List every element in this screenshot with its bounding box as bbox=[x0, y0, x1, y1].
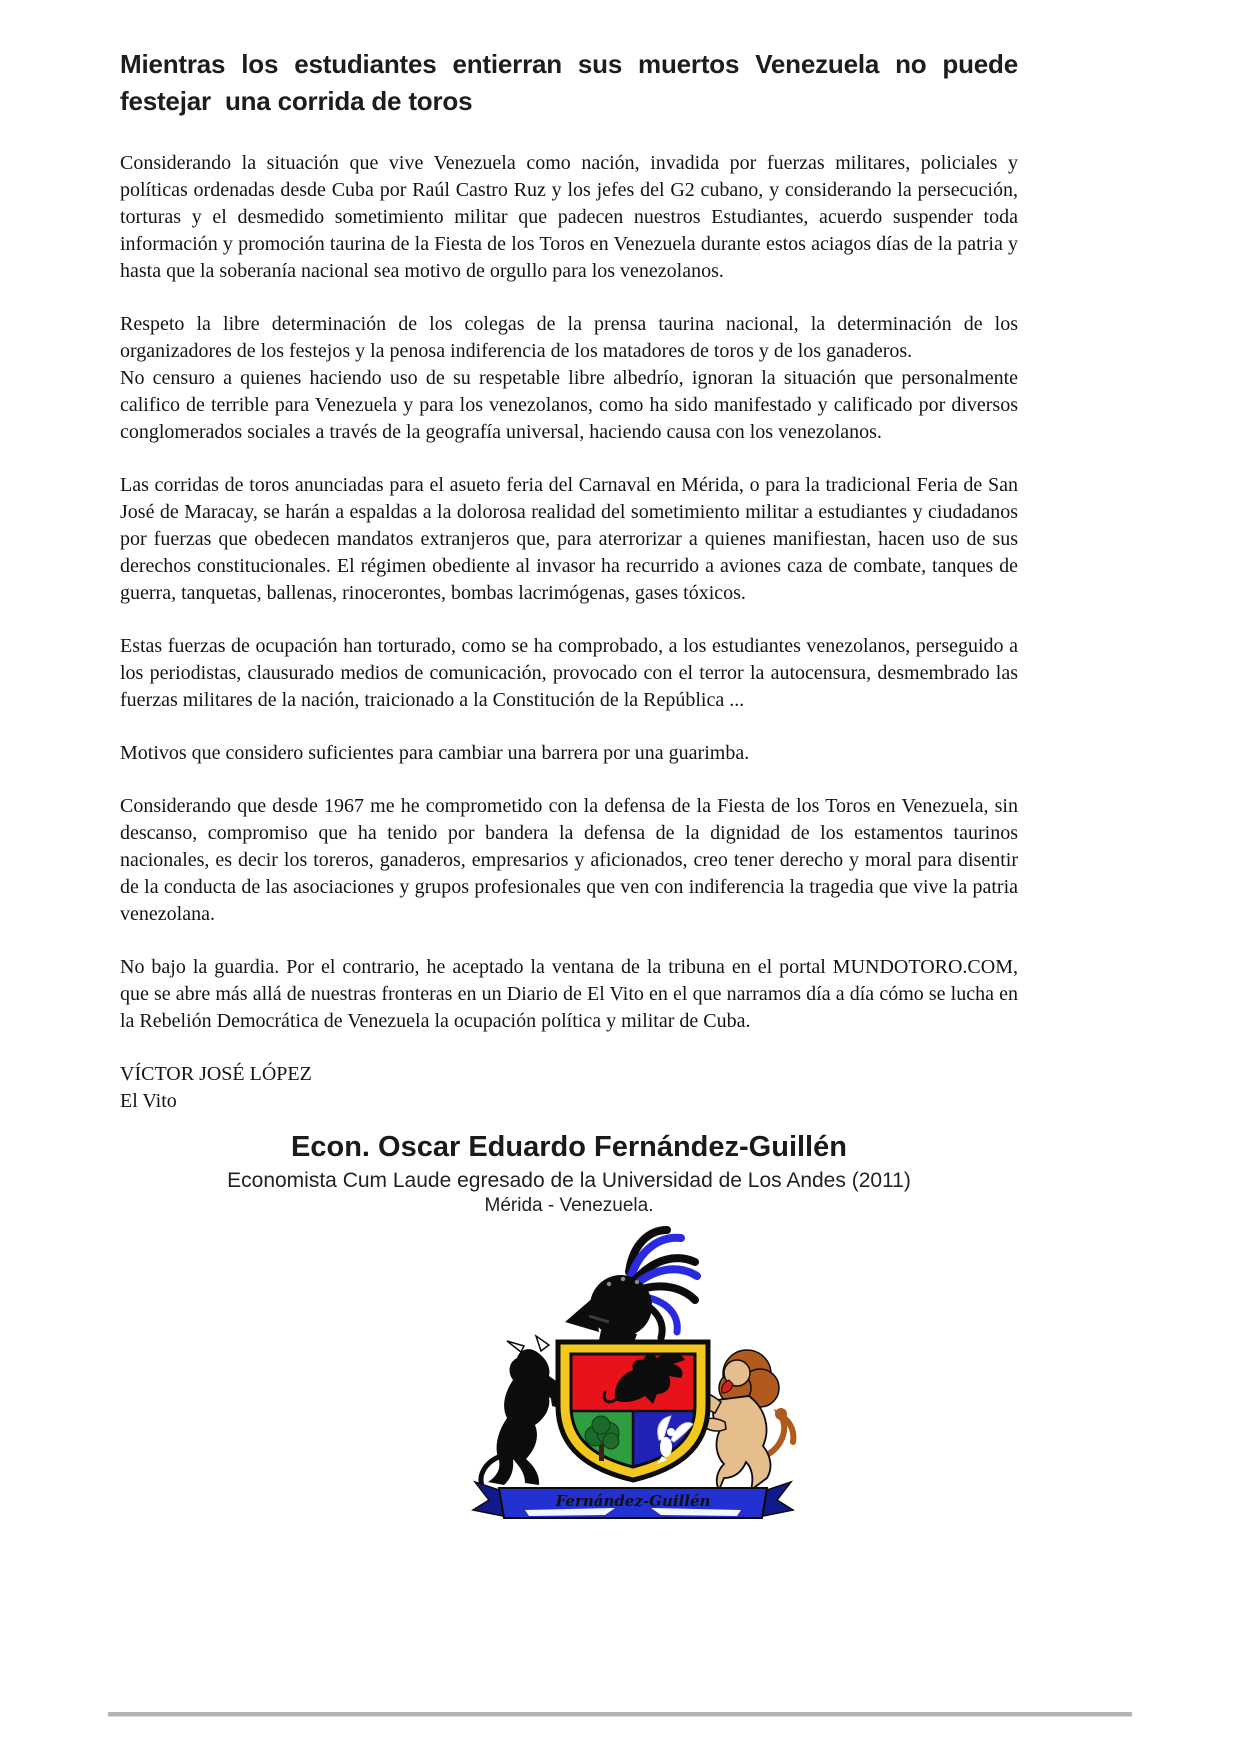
crest-banner-text: Fernández-Guillén bbox=[555, 1492, 711, 1510]
document-content bbox=[120, 46, 1018, 1529]
paragraph-6: Motivos que considero suficientes para cambiar una barrera por una guarimba. bbox=[120, 742, 750, 764]
author-credential: Economista Cum Laude egresado de la Universidad de Los Andes (2011) bbox=[227, 1169, 911, 1192]
ribbon-banner bbox=[473, 1482, 793, 1518]
author-location: Mérida - Venezuela. bbox=[484, 1195, 654, 1216]
paragraph-4: Las corridas de toros anunciadas para el asueto feria del Carnaval en Mérida, o para la tradicional Feria de San José de Maracay, se harán a espaldas a la dolorosa realidad del sometimiento militar a estudiantes y ciudadanos por fuerzas que obedecen mandatos extranjeros que, para aterrorizar a quienes manifiestan, hacen uso de sus derechos constitucionales. El régimen obediente al invasor ha recurrido a aviones caza de combate, tanques de guerra, tanquetas, ballenas, rinocerontes, bombas lacrimógenas, gases tóxicos. bbox=[120, 474, 1018, 604]
signature-name: VÍCTOR JOSÉ LÓPEZ bbox=[120, 1063, 312, 1085]
paragraph-2: Respeto la libre determinación de los colegas de la prensa taurina nacional, la determinación de los organizadores de los festejos y la penosa indiferencia de los matadores de toros y de los ganaderos. bbox=[120, 313, 1018, 362]
paragraph-3: No censuro a quienes haciendo uso de su respetable libre albedrío, ignoran la situación que personalmente califico de terrible para Venezuela y para los venezolanos, como ha sido manifestado y calificado por diversos conglomerados sociales a través de la geografía universal, haciendo causa con los venezolanos. bbox=[120, 367, 1018, 443]
coat-of-arms-icon bbox=[463, 1224, 803, 1524]
author-block bbox=[120, 1129, 1018, 1218]
paragraph-8: No bajo la guardia. Por el contrario, he aceptado la ventana de la tribuna en el portal MUNDOTORO.COM, que se abre más allá de nuestras fronteras en un Diario de El Vito en el que narramos día a día cómo se lucha en la Rebelión Democrática de Venezuela la ocupación política y militar de Cuba. bbox=[120, 956, 1018, 1032]
shield-icon bbox=[558, 1342, 708, 1480]
title-line-2: festejar una corrida de toros bbox=[120, 86, 473, 116]
author-name: Econ. Oscar Eduardo Fernández-Guillén bbox=[291, 1131, 847, 1163]
footer-divider bbox=[108, 1712, 1132, 1717]
signature-alias: El Vito bbox=[120, 1090, 177, 1112]
document-title bbox=[120, 46, 1018, 120]
paragraph-7: Considerando que desde 1967 me he comprometido con la defensa de la Fiesta de los Toros en Venezuela, sin descanso, compromiso que ha tenido por bandera la defensa de la dignidad de los estamentos taurinos nacionales, es decir los toreros, ganaderos, empresarios y aficionados, creo tener derecho y moral para disentir de la conducta de las asociaciones y grupos profesionales que ven con indiferencia la tragedia que vive la patria venezolana. bbox=[120, 795, 1018, 925]
paragraph-1: Considerando la situación que vive Venezuela como nación, invadida por fuerzas militares, policiales y políticas ordenadas desde Cuba por Raúl Castro Ruz y los jefes del G2 cubano, y considerando la persecución, torturas y el desmedido sometimiento militar que padecen nuestros Estudiantes, acuerdo suspender toda información y promoción taurina de la Fiesta de los Toros en Venezuela durante estos aciagos días de la patria y hasta que la soberanía nacional sea motivo de orgullo para los venezolanos. bbox=[120, 152, 1018, 282]
coat-of-arms bbox=[120, 1224, 1018, 1529]
paragraph-5: Estas fuerzas de ocupación han torturado, como se ha comprobado, a los estudiantes venezolanos, perseguido a los periodistas, clausurado medios de comunicación, provocado con el terror la autocensura, desmembrado las fuerzas militares de la nación, traicionado a la Constitución de la República ... bbox=[120, 635, 1018, 711]
title-line-1: Mientras los estudiantes entierran sus muertos Venezuela no puede bbox=[120, 49, 1018, 79]
signature-block bbox=[120, 1061, 1018, 1115]
